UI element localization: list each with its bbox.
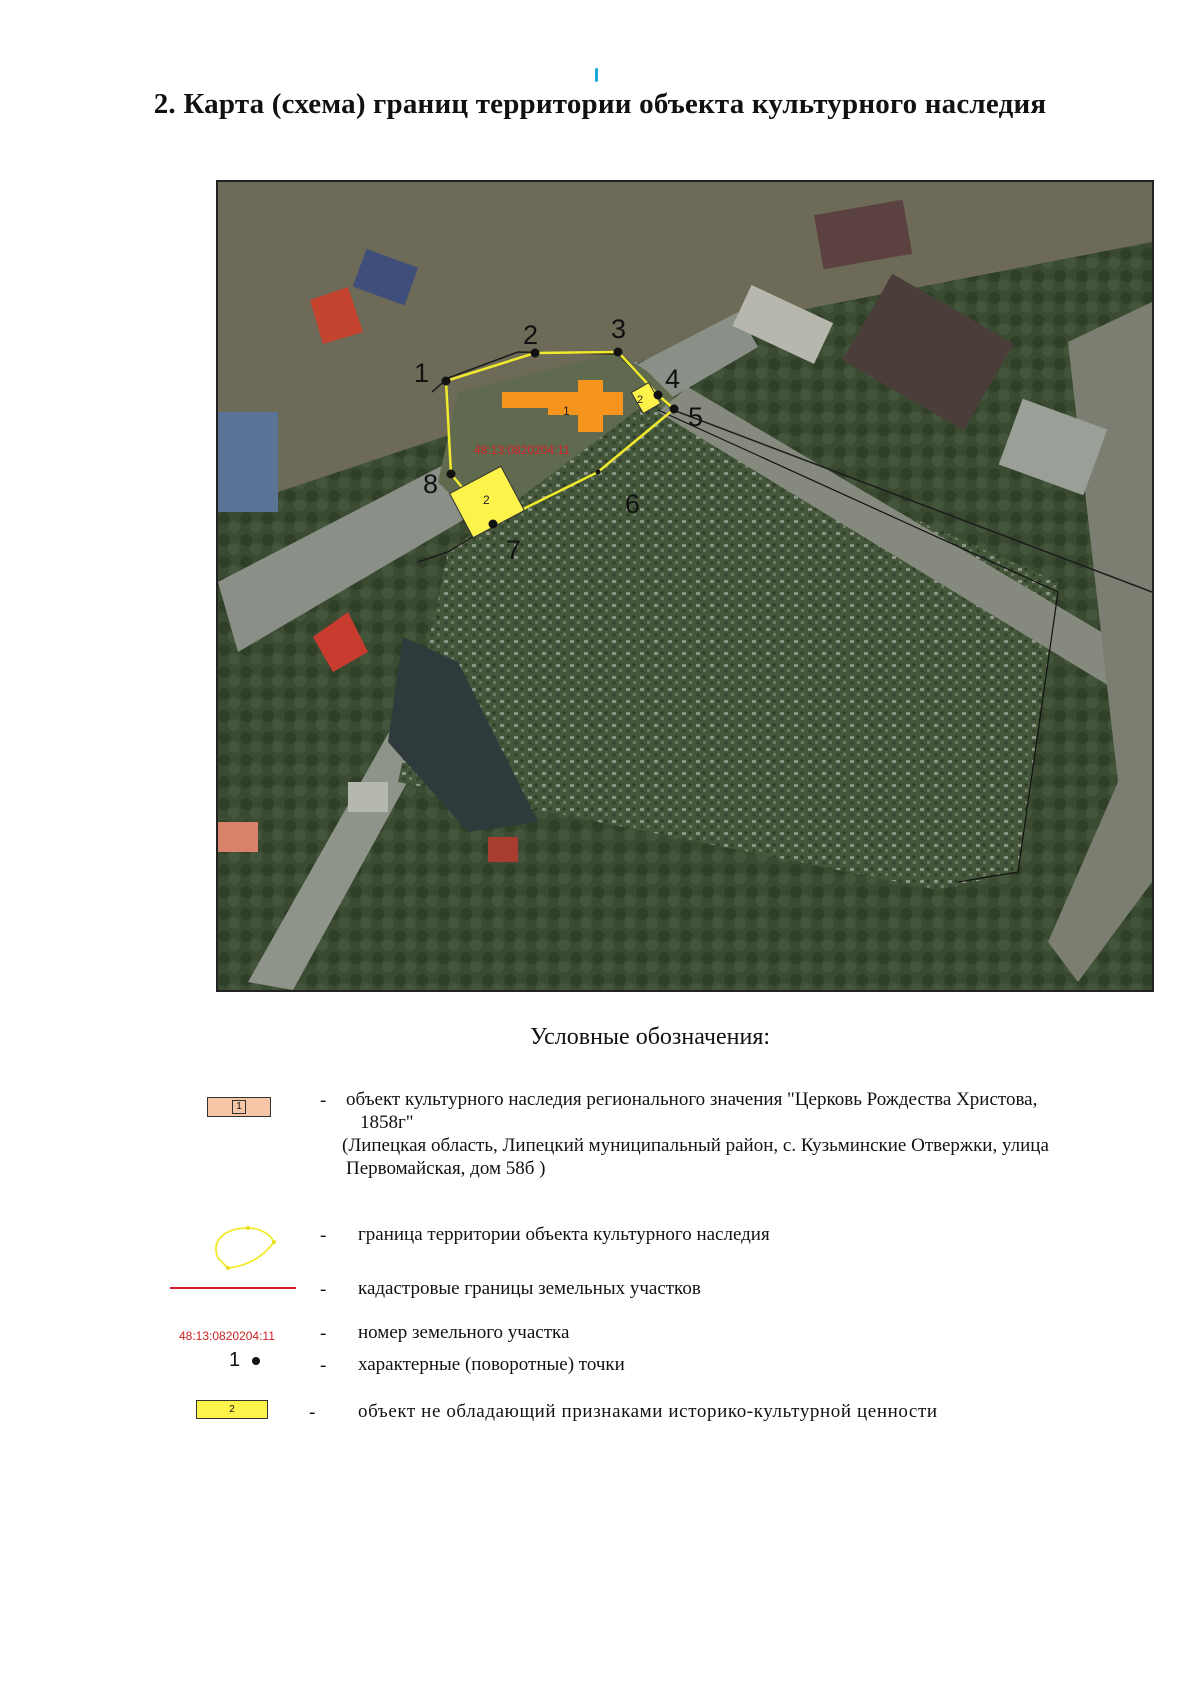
scan-mark [595, 68, 598, 82]
boundary-point-6 [596, 470, 601, 475]
legend-heritage-text [342, 1088, 1049, 1180]
legend-point-text: характерные (поворотные) точки [358, 1354, 625, 1375]
legend-dash-3: - [320, 1279, 327, 1300]
legend-parcel-number-text: номер земельного участка [358, 1322, 570, 1343]
legend-non-heritage-text: объект не обладающий признаками историко-культурной ценности [358, 1401, 938, 1422]
legend-point-symbol [229, 1349, 260, 1372]
legend-parcel-number-symbol: 48:13:0820204:11 [179, 1329, 275, 1343]
legend-title: Условные обозначения: [530, 1024, 771, 1050]
legend-heritage-line-2: 1858г" [360, 1112, 414, 1133]
legend-cadastral-text: кадастровые границы земельных участков [358, 1278, 701, 1299]
legend-point-dot [252, 1357, 260, 1365]
legend-boundary-symbol [208, 1222, 283, 1274]
map-cadastral-number: 48:13:0820204:11 [474, 443, 570, 457]
legend-cadastral-line-symbol [170, 1287, 296, 1289]
point-label-2: 2 [523, 320, 539, 350]
legend-dash-4: - [320, 1323, 327, 1344]
point-label-3: 3 [611, 314, 627, 344]
point-label-4: 4 [665, 364, 681, 394]
church-label: 1 [563, 404, 570, 418]
legend-heritage-line-4: Первомайская, дом 58б ) [346, 1158, 546, 1179]
boundary-point-4 [654, 391, 663, 400]
legend-dash-6: - [309, 1402, 316, 1423]
legend-heritage-line-3: (Липецкая область, Липецкий муниципальный район, с. Кузьминские Отвержки, улица [342, 1135, 1049, 1156]
legend-dash-2: - [320, 1225, 327, 1246]
boundary-point-3 [614, 348, 623, 357]
point-label-7: 7 [506, 535, 522, 565]
point-label-1: 1 [414, 358, 430, 388]
point-label-8: 8 [423, 469, 439, 499]
legend-dash-1: - [320, 1090, 327, 1111]
page-title: 2. Карта (схема) границ территории объекта культурного наследия [153, 88, 1047, 120]
boundary-point-7 [489, 520, 498, 529]
non-heritage-label-a: 2 [637, 394, 644, 406]
legend-heritage-symbol: 1 [207, 1097, 271, 1117]
boundary-point-8 [447, 470, 456, 479]
point-label-5: 5 [688, 402, 704, 432]
satellite-map [216, 180, 1154, 992]
legend-non-heritage-symbol: 2 [196, 1400, 268, 1419]
boundary-point-5 [670, 405, 679, 414]
non-heritage-label-b: 2 [483, 493, 490, 507]
legend-point-number: 1 [229, 1349, 241, 1371]
point-label-6: 6 [625, 489, 641, 519]
legend-dash-5: - [320, 1355, 327, 1376]
legend-boundary-text: граница территории объекта культурного наследия [358, 1224, 770, 1245]
boundary-point-1 [442, 377, 451, 386]
legend-heritage-line-1: объект культурного наследия регионального значения "Церковь Рождества Христова, [346, 1089, 1038, 1110]
